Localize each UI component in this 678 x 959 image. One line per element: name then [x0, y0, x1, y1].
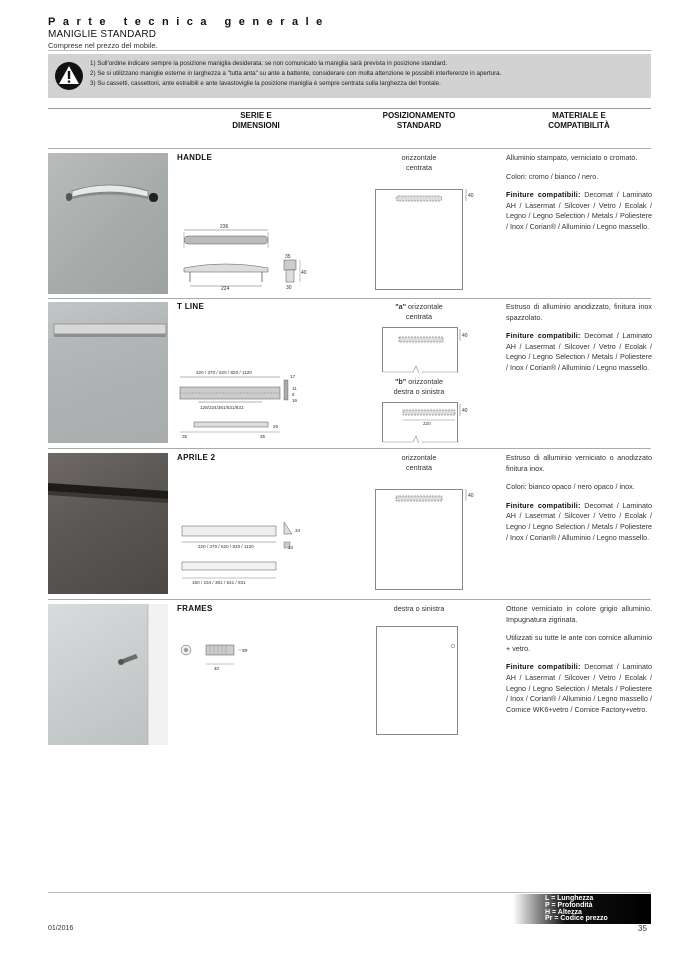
row-divider	[48, 148, 651, 149]
aprile-material-text: Estruso di alluminio verniciato o anodizzato finitura inox. Colori: bianco opaco / nero opaco / inox. Finiture compatibili: Decomat / Laminato AH / Lasermat / Silcover / Vetro / Ecolak / Legno / Legno Selection / Metals / Poliestere / Inox / Corian® / Alluminio / Legno massello.	[506, 453, 652, 542]
dim-height: 40	[301, 270, 307, 276]
page-number: 35	[638, 924, 647, 933]
handle-product-photo	[48, 153, 168, 294]
svg-text:17: 17	[290, 374, 296, 379]
dim-lengths: 220 / 370 / 520 / 820 / 1120	[198, 544, 254, 549]
notice-box	[48, 54, 651, 98]
svg-text:35: 35	[182, 434, 188, 439]
tline-position-a-text: "a" orizzontale centrata	[395, 302, 443, 321]
aprile-product-photo	[48, 453, 168, 594]
aprile-front-diagram	[375, 489, 463, 590]
frames-material-text: Ottone verniciato in colore grigio alluminio. Impugnatura zigrinata. Utilizzati su tutte le ante con cornice alluminio + vetro. Finiture compatibili: Decomat / Laminato AH / Lasermat / Silcover / Vetro / Ecolak / Legno / Legno Selection / Metals / Poliestere / Inox / Corian® / Alluminio / Legno massello / Cornice WK6+vetro / Cornice Factory+vetro.	[506, 604, 652, 714]
svg-text:40: 40	[462, 333, 468, 339]
legend-item: P = Profondità	[545, 901, 593, 909]
dim-side: 30	[286, 285, 292, 291]
column-header-position: POSIZIONAMENTO STANDARD	[382, 111, 456, 130]
dim-pitches: 128/224/381/531/831	[200, 405, 244, 410]
frames-dimension-drawing	[176, 640, 266, 676]
handle-position-text: orizzontale centrata	[401, 153, 437, 172]
aprile-position-text: orizzontale centrata	[401, 453, 437, 472]
column-header-material: MATERIALE E COMPATIBILITÀ	[548, 111, 610, 130]
legend-box	[513, 894, 651, 924]
legend-item: H = Altezza	[545, 908, 582, 916]
legend-item: Pr = Codice prezzo	[545, 915, 608, 923]
header-divider	[48, 50, 651, 51]
section-note: Comprese nel prezzo del mobile.	[48, 41, 158, 50]
tline-material-text: Estruso di alluminio anodizzato, finitura inox spazzolato. Finiture compatibili: Decomat / Laminato AH / Lasermat / Silcover / Vetro / Ecolak / Legno / Legno Selection / Metals / Poliestere / Inox / Corian® / Alluminio / Legno massello.	[506, 302, 652, 372]
footer-date: 01/2016	[48, 925, 74, 932]
svg-text:6: 6	[292, 392, 295, 397]
tline-dimension-drawing	[176, 366, 311, 442]
product-name-tline: T LINE	[177, 302, 205, 311]
dim-depth: 35	[285, 254, 291, 260]
tline-front-b-height-dim	[459, 404, 473, 420]
dim-pitches: 160 / 234 / 381 / 531 / 831	[192, 580, 246, 585]
frames-product-photo	[48, 604, 168, 745]
notice-line: 3) Su cassetti, cassettoni, ante estraibili e ante lavastoviglie la posizione maniglia è sempre centrata sulla larghezza del frontale.	[90, 80, 441, 87]
notice-line: 2) Se si utilizzano maniglie esterne in larghezza a "tutta anta" su ante a battente, considerare con molta attenzione le possibili interferenze in apertura.	[90, 70, 502, 77]
legend-item: L = Lunghezza	[545, 895, 594, 902]
svg-text:40: 40	[468, 493, 474, 499]
footer-divider	[48, 892, 651, 893]
svg-text:34: 34	[295, 528, 301, 533]
row-divider	[48, 599, 651, 600]
product-name-handle: HANDLE	[177, 153, 213, 162]
svg-text:25: 25	[273, 424, 279, 429]
tline-product-photo	[48, 302, 168, 443]
notice-list	[90, 59, 501, 89]
svg-text:40: 40	[214, 666, 220, 671]
row-divider	[48, 298, 651, 299]
svg-text:40: 40	[468, 193, 474, 199]
tline-front-a-height-dim	[459, 329, 473, 345]
frames-position-text: destra o sinistra	[393, 604, 445, 613]
frames-front-diagram	[376, 626, 458, 735]
handle-front-height-dim	[465, 189, 485, 209]
svg-text:10: 10	[242, 648, 248, 653]
dim-length: 236	[220, 224, 229, 230]
notice-line: 1) Sull'ordine indicare sempre la posizione maniglia desiderata: se non comunicato la maniglia sarà prevista in posizione standard.	[90, 60, 448, 67]
aprile-dimension-drawing	[176, 520, 311, 590]
svg-text:13: 13	[288, 545, 294, 550]
dim-lengths: 220 / 370 / 520 / 820 / 1120	[196, 370, 252, 375]
column-header-series: SERIE E DIMENSIONI	[232, 111, 280, 130]
svg-text:11: 11	[292, 386, 297, 391]
tline-position-b-text: "b" orizzontale destra o sinistra	[393, 377, 445, 396]
page-title: Parte tecnica generale	[48, 16, 330, 28]
warning-icon	[54, 61, 84, 91]
columns-top-rule	[48, 108, 651, 109]
svg-text:40: 40	[462, 408, 468, 414]
handle-front-diagram	[375, 189, 463, 290]
handle-dimension-drawing	[176, 220, 311, 292]
svg-text:16: 16	[292, 398, 298, 403]
tline-front-b-diagram	[382, 402, 458, 442]
handle-material-text: Alluminio stampato, verniciato o cromato. Colori: cromo / bianco / nero. Finiture compatibili: Decomat / Laminato AH / Lasermat / Silcover / Vetro / Ecolak / Legno / Legno Selection / Metals / Poliestere / Inox / Corian® / Alluminio / Legno massello.	[506, 153, 652, 231]
tline-front-a-diagram	[382, 327, 458, 372]
svg-text:35: 35	[260, 434, 266, 439]
product-name-frames: FRAMES	[177, 604, 213, 613]
svg-text:220: 220	[423, 421, 431, 426]
product-name-aprile: APRILE 2	[177, 453, 216, 462]
aprile-front-height-dim	[465, 489, 485, 509]
row-divider	[48, 448, 651, 449]
dim-pitch: 224	[221, 286, 230, 292]
section-subtitle: MANIGLIE STANDARD	[48, 29, 157, 40]
